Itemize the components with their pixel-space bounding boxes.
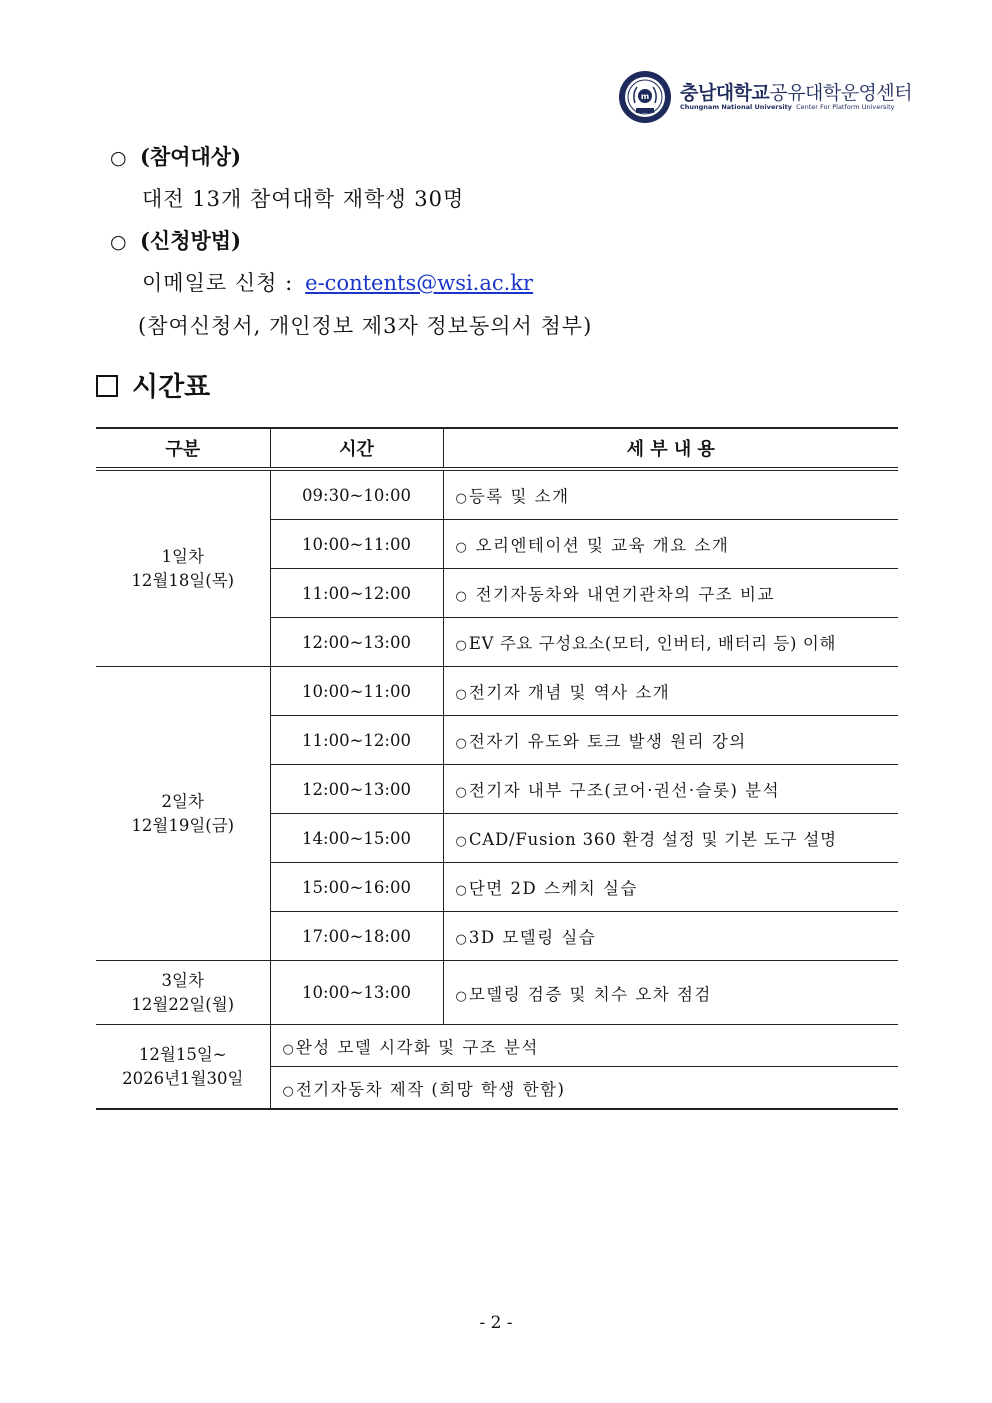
time-cell: 10:00~11:00	[270, 667, 443, 716]
logo-name	[680, 78, 912, 105]
detail-cell	[443, 569, 898, 618]
detail-cell	[443, 469, 898, 520]
day3-date: 12월22일(월)	[131, 994, 235, 1014]
detail-cell	[270, 1025, 898, 1067]
day1-cell	[96, 469, 270, 667]
period-cell	[96, 1025, 270, 1110]
logo-sub-bold: Chungnam National University	[680, 103, 792, 111]
university-seal-icon	[618, 70, 672, 124]
detail-cell	[443, 863, 898, 912]
day1-date: 12월18일(목)	[131, 570, 235, 590]
target-body: 대전 13개 참여대학 재학생 30명	[142, 187, 465, 211]
table-row	[96, 961, 898, 1025]
circle-bullet-icon: ○	[282, 1041, 294, 1057]
detail-text: 모델링 검증 및 치수 오차 점검	[468, 984, 712, 1004]
detail-text: 전기자동차 제작 (희망 학생 한함)	[295, 1079, 566, 1099]
detail-text: 전기자 내부 구조(코어·권선·슬롯) 분석	[468, 781, 781, 800]
apply-body-line	[142, 267, 533, 297]
circle-bullet-icon: ○	[455, 638, 467, 653]
circle-bullet-icon: ○	[455, 883, 467, 898]
header-detail: 세 부 내 용	[443, 428, 898, 469]
time-cell: 17:00~18:00	[270, 912, 443, 961]
day2-cell	[96, 667, 270, 961]
time-cell: 15:00~16:00	[270, 863, 443, 912]
detail-text: 3D 모델링 실습	[468, 928, 597, 947]
detail-text: 전기자동차와 내연기관차의 구조 비교	[468, 585, 775, 604]
circle-bullet-icon: ○	[455, 687, 467, 702]
time-cell: 14:00~15:00	[270, 814, 443, 863]
day3-label: 3일차	[161, 970, 204, 990]
time-cell: 09:30~10:00	[270, 469, 443, 520]
day3-cell	[96, 961, 270, 1025]
day2-date: 12월19일(금)	[131, 815, 235, 835]
circle-bullet-icon: ○	[455, 834, 467, 849]
apply-heading-line	[110, 225, 241, 255]
period-label: 12월15일~	[138, 1044, 227, 1064]
detail-cell	[443, 667, 898, 716]
detail-text: 등록 및 소개	[468, 487, 570, 506]
time-cell: 10:00~11:00	[270, 520, 443, 569]
logo-name-bold: 충남대학교	[680, 82, 770, 104]
table-header-row	[96, 428, 898, 469]
time-cell: 10:00~13:00	[270, 961, 443, 1025]
circle-bullet-icon: ○	[455, 491, 467, 506]
apply-body: 이메일로 신청 :	[142, 271, 294, 295]
circle-bullet-icon: ○	[455, 932, 467, 947]
table-row	[96, 469, 898, 520]
bullet-mark: ○	[110, 231, 127, 253]
target-heading: (참여대상)	[140, 144, 242, 169]
detail-cell	[443, 814, 898, 863]
university-logo	[618, 70, 913, 126]
logo-name-light: 공유대학운영센터	[769, 82, 913, 104]
checkbox-square-icon	[96, 375, 118, 397]
logo-sub-light: Center For Platform University	[796, 103, 895, 111]
svg-text:m: m	[640, 92, 650, 101]
detail-text: 완성 모델 시각화 및 구조 분석	[295, 1037, 539, 1057]
logo-subtitle	[680, 103, 895, 111]
circle-bullet-icon: ○	[282, 1083, 294, 1099]
period-date: 2026년1월30일	[122, 1068, 244, 1088]
apply-note: (참여신청서, 개인정보 제3자 정보동의서 첨부)	[138, 314, 593, 338]
detail-cell	[443, 520, 898, 569]
section-title-text: 시간표	[132, 372, 211, 403]
bullet-mark: ○	[110, 147, 127, 169]
header-category: 구분	[96, 428, 270, 469]
circle-bullet-icon: ○	[455, 540, 467, 555]
circle-bullet-icon: ○	[455, 785, 467, 800]
detail-cell	[443, 961, 898, 1025]
circle-bullet-icon: ○	[455, 589, 467, 604]
time-cell: 12:00~13:00	[270, 765, 443, 814]
time-cell: 12:00~13:00	[270, 618, 443, 667]
page-number: - 2 -	[479, 1313, 513, 1333]
detail-text: 오리엔테이션 및 교육 개요 소개	[468, 536, 730, 555]
detail-cell	[443, 716, 898, 765]
detail-cell	[443, 765, 898, 814]
detail-text: 전자기 유도와 토크 발생 원리 강의	[468, 732, 747, 751]
header-time: 시간	[270, 428, 443, 469]
day1-label: 1일차	[161, 546, 204, 566]
detail-text: 전기자 개념 및 역사 소개	[468, 683, 671, 702]
time-cell: 11:00~12:00	[270, 569, 443, 618]
detail-text: 단면 2D 스케치 실습	[468, 879, 638, 898]
apply-heading: (신청방법)	[140, 228, 242, 253]
detail-cell	[443, 618, 898, 667]
apply-email-link[interactable]: e-contents@wsi.ac.kr	[305, 271, 534, 295]
section-title	[96, 365, 210, 404]
detail-text: CAD/Fusion 360 환경 설정 및 기본 도구 설명	[468, 830, 837, 849]
table-row	[96, 667, 898, 716]
time-cell: 11:00~12:00	[270, 716, 443, 765]
target-heading-line	[110, 141, 241, 171]
circle-bullet-icon: ○	[455, 988, 467, 1004]
circle-bullet-icon: ○	[455, 736, 467, 751]
detail-text: EV 주요 구성요소(모터, 인버터, 배터리 등) 이해	[468, 634, 837, 653]
detail-cell	[443, 912, 898, 961]
schedule-table	[96, 427, 898, 1110]
day2-label: 2일차	[161, 791, 204, 811]
detail-cell	[270, 1067, 898, 1110]
table-row	[96, 1025, 898, 1067]
